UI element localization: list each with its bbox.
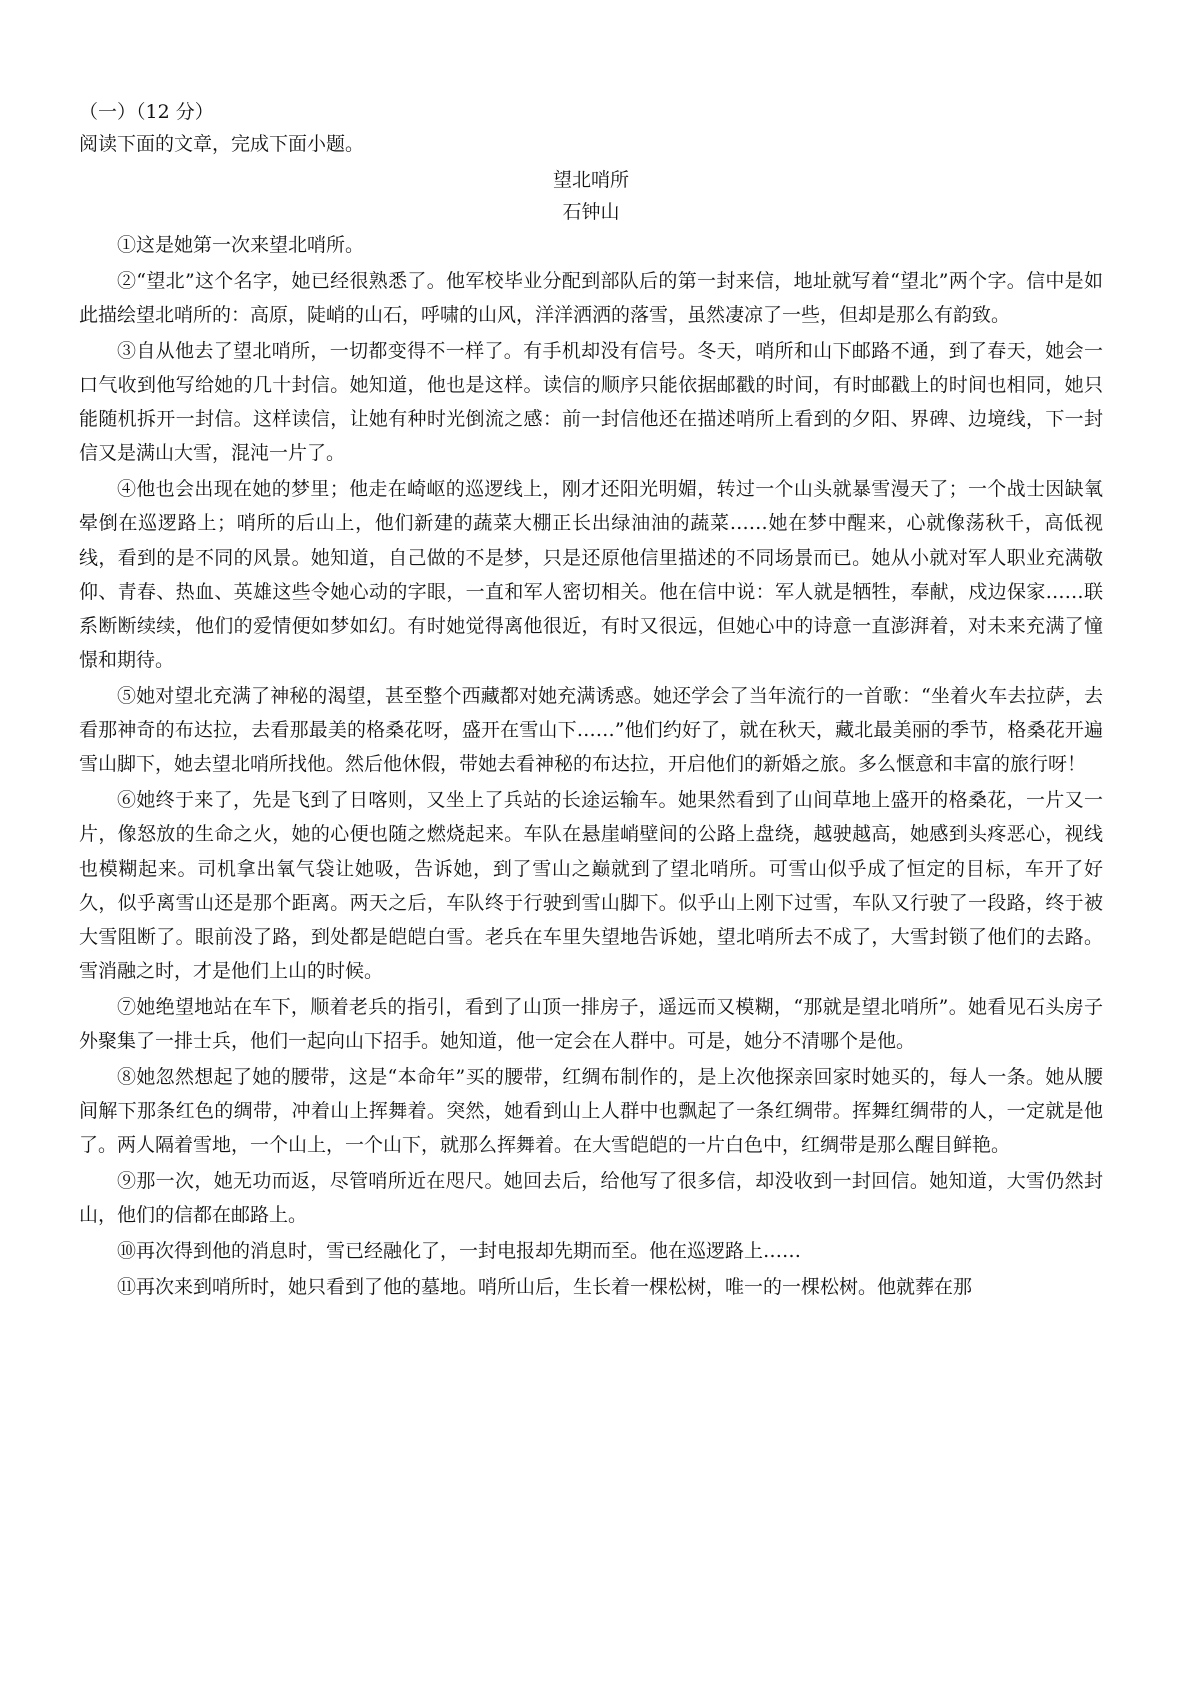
paragraph-3: ③自从他去了望北哨所，一切都变得不一样了。有手机却没有信号。冬天，哨所和山下邮路不通，到了春天，她会一口气收到他写给她的几十封信。她知道，他也是这样。读信的顺序只能依据邮戳的时间，有时邮戳上的时间也相同，她只能随机拆开一封信。这样读信，让她有种时光倒流之感：前一封信他还在描述哨所上看到的夕阳、界碑、边境线，下一封信又是满山大雪，混沌一片了。 xyxy=(79,339,1103,465)
instruction-text: 阅读下面的文章，完成下面小题。 xyxy=(79,133,365,155)
paragraph-5: ⑤她对望北充满了神秘的渴望，甚至整个西藏都对她充满诱惑。她还学会了当年流行的一首歌：“坐着火车去拉萨，去看那神奇的布达拉，去看那最美的格桑花呀，盛开在雪山下……”他们约好了，就在秋天，藏北最美丽的季节，格桑花开遍雪山脚下，她去望北哨所找他。然后他休假，带她去看神秘的布达拉，开启他们的新婚之旅。多么惬意和丰富的旅行呀！ xyxy=(79,685,1103,776)
document-page xyxy=(79,96,1103,1306)
paragraph-8: ⑧她忽然想起了她的腰带，这是“本命年”买的腰带，红绸布制作的，是上次他探亲回家时她买的，每人一条。她从腰间解下那条红色的绸带，冲着山上挥舞着。突然，她看到山上人群中也飘起了一条红绸带。挥舞红绸带的人，一定就是他了。两人隔着雪地，一个山上，一个山下，就那么挥舞着。在大雪皑皑的一片白色中，红绸带是那么醒目鲜艳。 xyxy=(79,1066,1103,1157)
paragraph-11: ⑪再次来到哨所时，她只看到了他的墓地。哨所山后，生长着一棵松树，唯一的一棵松树。他就葬在那 xyxy=(117,1276,973,1299)
article-author: 石钟山 xyxy=(562,201,620,223)
article-title: 望北哨所 xyxy=(552,169,629,191)
paragraph-6: ⑥她终于来了，先是飞到了日喀则，又坐上了兵站的长途运输车。她果然看到了山间草地上盛开的格桑花，一片又一片，像怒放的生命之火，她的心便也随之燃烧起来。车队在悬崖峭壁间的公路上盘绕，越驶越高，她感到头疼恶心，视线也模糊起来。司机拿出氧气袋让她吸，告诉她，到了雪山之巅就到了望北哨所。可雪山似乎成了恒定的目标，车开了好久，似乎离雪山还是那个距离。两天之后，车队终于行驶到雪山脚下。似乎山上刚下过雪，车队又行驶了一段路，终于被大雪阻断了。眼前没了路，到处都是皑皑白雪。老兵在车里失望地告诉她，望北哨所去不成了，大雪封锁了他们的去路。雪消融之时，才是他们上山的时候。 xyxy=(79,789,1103,983)
paragraph-10: ⑩再次得到他的消息时，雪已经融化了，一封电报却先期而至。他在巡逻路上…… xyxy=(117,1240,802,1263)
paragraph-1: ①这是她第一次来望北哨所。 xyxy=(117,234,365,256)
section-heading: （一）（12 分） xyxy=(79,101,214,123)
paragraph-2: ②“望北”这个名字，她已经很熟悉了。他军校毕业分配到部队后的第一封来信，地址就写着“望北”两个字。信中是如此描绘望北哨所的：高原，陡峭的山石，呼啸的山风，洋洋洒洒的落雪，虽然凄凉了一些，但却是那么有韵致。 xyxy=(79,269,1103,326)
paragraph-7: ⑦她绝望地站在车下，顺着老兵的指引，看到了山顶一排房子，遥远而又模糊，“那就是望北哨所”。她看见石头房子外聚集了一排士兵，他们一起向山下招手。她知道，他一定会在人群中。可是，她分不清哪个是他。 xyxy=(79,996,1103,1053)
paragraph-4: ④他也会出现在她的梦里；他走在崎岖的巡逻线上，刚才还阳光明媚，转过一个山头就暴雪漫天了；一个战士因缺氧晕倒在巡逻路上；哨所的后山上，他们新建的蔬菜大棚正长出绿油油的蔬菜……她在梦中醒来，心就像荡秋千，高低视线，看到的是不同的风景。她知道，自己做的不是梦，只是还原他信里描述的不同场景而已。她从小就对军人职业充满敬仰、青春、热血、英雄这些令她心动的字眼，一直和军人密切相关。他在信中说：军人就是牺牲，奉献，戍边保家……联系断断续续，他们的爱情便如梦如幻。有时她觉得离他很近，有时又很远，但她心中的诗意一直澎湃着，对未来充满了憧憬和期待。 xyxy=(79,478,1103,672)
paragraph-9: ⑨那一次，她无功而返，尽管哨所近在咫尺。她回去后，给他写了很多信，却没收到一封回信。她知道，大雪仍然封山，他们的信都在邮路上。 xyxy=(79,1170,1103,1227)
